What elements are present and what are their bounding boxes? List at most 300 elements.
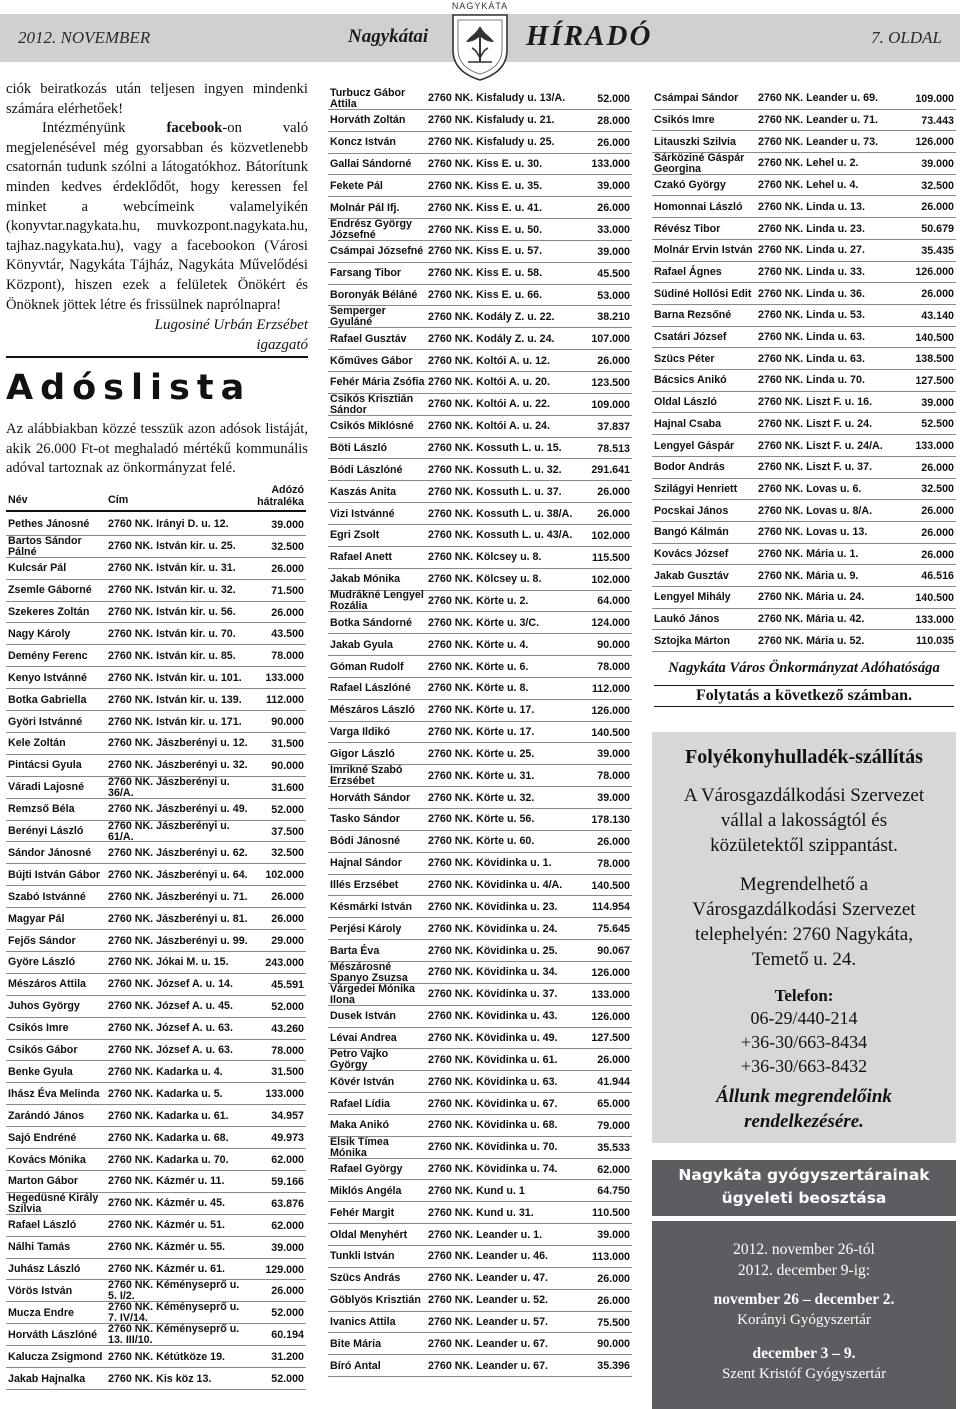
debtor-address: 2760 NK. Kéményseprő u. 13. III/10. <box>108 1323 240 1347</box>
table-row <box>6 1238 306 1259</box>
debt-amount: 78.000 <box>271 650 304 663</box>
debt-amount: 71.500 <box>271 584 304 597</box>
signature-role: igazgató <box>256 337 308 354</box>
debt-amount: 78.000 <box>271 1044 304 1057</box>
table-row <box>328 504 632 525</box>
debt-amount: 34.957 <box>271 1110 304 1123</box>
table-row <box>328 788 632 809</box>
debtor-name: Czakó György <box>654 179 726 192</box>
debtor-name: Mészáros Attila <box>8 978 87 991</box>
table-row <box>328 329 632 350</box>
debtor-address: 2760 NK. Kossuth L. u. 15. <box>428 442 562 455</box>
debtor-name: Rafael Gusztáv <box>330 332 407 345</box>
debtor-name: Oldal László <box>654 396 717 409</box>
table-row <box>6 1260 306 1281</box>
debtor-address: 2760 NK. Linda u. 27. <box>758 244 865 257</box>
debtor-address: 2760 NK. Leander u. 46. <box>428 1250 548 1263</box>
table-row <box>6 909 306 930</box>
debtor-name: Kaszás Anita <box>330 485 397 498</box>
debtor-name: Rafael György <box>330 1163 403 1176</box>
debt-amount: 37.837 <box>597 420 630 433</box>
debt-amount: 33.000 <box>597 224 630 237</box>
debt-amount: 90.000 <box>597 639 630 652</box>
debt-amount: 115.500 <box>591 551 630 564</box>
debtor-address: 2760 NK. István kir. u. 101. <box>108 671 242 684</box>
page-header <box>0 0 960 80</box>
debt-amount: 109.000 <box>591 398 630 411</box>
debtor-address: 2760 NK. Jászberényi u. 71. <box>108 890 248 903</box>
debt-amount: 60.194 <box>271 1329 304 1342</box>
table-row <box>328 526 632 547</box>
debtor-address: 2760 NK. Kadarka u. 70. <box>108 1153 229 1166</box>
debt-amount: 90.000 <box>271 716 304 729</box>
debtor-name: Jakab Hajnalka <box>8 1372 86 1385</box>
debt-amount: 32.500 <box>271 540 304 553</box>
debt-amount: 63.876 <box>271 1197 304 1210</box>
table-row <box>328 832 632 853</box>
table-row <box>6 865 306 886</box>
debtor-name: Várgedei Mónika Ilona <box>330 982 415 1006</box>
debt-amount: 31.500 <box>271 1066 304 1079</box>
debtor-name: Csikós Krisztián Sándor <box>330 392 414 416</box>
debtor-name: Rafael László <box>8 1219 77 1232</box>
debt-amount: 26.000 <box>921 288 954 301</box>
debtor-address: 2760 NK. Jászberényi u. 99. <box>108 934 248 947</box>
debtor-address: 2760 NK. József A. u. 63. <box>108 1022 233 1035</box>
table-row <box>328 679 632 700</box>
debt-amount: 133.000 <box>915 613 954 626</box>
debtor-name: Nálhi Tamás <box>8 1241 71 1254</box>
debtor-name: Bodor András <box>654 461 725 474</box>
debtor-address: 2760 NK. Kis köz 13. <box>108 1372 212 1385</box>
table-row <box>328 1116 632 1137</box>
debtor-address: 2760 NK. István kir. u. 85. <box>108 649 236 662</box>
debtor-address: 2760 NK. Leander u. 67. <box>428 1359 548 1372</box>
table-row <box>6 1369 306 1390</box>
debtor-name: Egri Zsolt <box>330 529 380 542</box>
duty-pharmacy-2: Szent Kristóf Gyógyszertár <box>721 1366 887 1382</box>
debt-amount: 114.954 <box>591 901 630 914</box>
debtor-name: Hajnal Sándor <box>330 857 402 870</box>
debt-amount: 140.500 <box>591 879 630 892</box>
debt-amount: 45.500 <box>597 267 630 280</box>
debtor-name: Révész Tibor <box>654 222 721 235</box>
debtor-address: 2760 NK. József A. u. 14. <box>108 978 233 991</box>
debtor-address: 2760 NK. Kázmér u. 61. <box>108 1263 226 1276</box>
debt-amount: 26.000 <box>597 355 630 368</box>
duty-period-1: november 26 – december 2. <box>713 1291 895 1308</box>
ad-paragraph-1: A Városgazdálkodási Szervezet vállal a lakosságtól és közületektől szippantást. <box>683 785 925 856</box>
debt-amount: 133.000 <box>265 1088 304 1101</box>
debtor-name: Fekete Pál <box>330 179 383 192</box>
debtor-name: Váradi Lajosné <box>8 781 85 794</box>
table-row <box>652 89 956 110</box>
debt-amount: 35.435 <box>921 244 954 257</box>
page-number: 7. OLDAL <box>871 28 942 47</box>
pharmacy-dates-2: 2012. december 9-ig: <box>737 1262 871 1279</box>
debt-amount: 39.000 <box>271 1241 304 1254</box>
debt-amount: 113.000 <box>591 1250 630 1263</box>
debt-amount: 35.533 <box>597 1141 630 1154</box>
debtor-address: 2760 NK. Kövidinka u. 63. <box>428 1075 558 1088</box>
debt-amount: 133.000 <box>591 988 630 1001</box>
debt-amount: 32.500 <box>921 483 954 496</box>
table-row <box>328 373 632 394</box>
table-row <box>6 690 306 711</box>
table-row <box>6 1084 306 1105</box>
debt-amount: 78.513 <box>597 442 630 455</box>
debtor-name: Oldal Menyhért <box>330 1228 408 1241</box>
debtor-address: 2760 NK. Kövidinka u. 70. <box>428 1141 558 1154</box>
debtor-address: 2760 NK. Kiss E. u. 35. <box>428 179 543 192</box>
debt-amount: 39.000 <box>597 748 630 761</box>
debtor-name: Barta Éva <box>330 944 380 957</box>
table-row <box>6 534 306 558</box>
table-row <box>6 1191 306 1215</box>
table-row <box>6 1347 306 1368</box>
debtor-name: Magyar Pál <box>8 912 65 925</box>
debtor-address: 2760 NK. Kiss E. u. 30. <box>428 157 543 170</box>
debt-amount: 140.500 <box>915 331 954 344</box>
table-row <box>6 800 306 821</box>
debtor-address: 2760 NK. Mária u. 9. <box>758 569 859 582</box>
table-row <box>328 1247 632 1268</box>
table-row <box>328 220 632 241</box>
debt-amount: 178.130 <box>591 813 630 826</box>
table-row <box>652 393 956 414</box>
debtor-address: 2760 NK. István kir. u. 139. <box>108 693 242 706</box>
debt-amount: 26.000 <box>597 1054 630 1067</box>
debt-amount: 64.000 <box>597 595 630 608</box>
debtor-address: 2760 NK. Jászberényi u. 81. <box>108 912 248 925</box>
debtor-name: Csikós Gábor <box>8 1044 78 1057</box>
debtor-address: 2760 NK. Körte u. 3/C. <box>428 616 540 629</box>
table-row <box>6 734 306 755</box>
debt-amount: 26.000 <box>271 562 304 575</box>
debtor-name: Rafael Lászlóné <box>330 682 411 695</box>
debt-amount: 291.641 <box>591 464 630 477</box>
debtor-name: Bite Mária <box>330 1337 382 1350</box>
debtor-name: Botka Sándorné <box>330 616 412 629</box>
debt-amount: 126.000 <box>591 966 630 979</box>
debtor-address: 2760 NK. Kiss E. u. 41. <box>428 201 543 214</box>
masthead-right: HÍRADÓ <box>526 20 653 52</box>
debtor-address: 2760 NK. Kéményseprő u. 5. I/2. <box>108 1279 240 1303</box>
debt-amount: 26.000 <box>921 548 954 561</box>
debtor-address: 2760 NK. Leander u. 47. <box>428 1272 548 1285</box>
table-row <box>328 155 632 176</box>
crest-shield-icon <box>450 12 510 82</box>
debtor-name: Endrész György Józsefné <box>330 218 412 242</box>
debt-amount: 126.000 <box>591 1010 630 1023</box>
debt-amount: 59.166 <box>271 1175 304 1188</box>
debtor-name: Maka Anikó <box>330 1119 389 1132</box>
debtor-name: Remzső Béla <box>8 803 75 816</box>
debtor-address: 2760 NK. Lehel u. 4. <box>758 179 859 192</box>
debt-amount: 52.000 <box>597 92 630 105</box>
debtor-address: 2760 NK. Linda u. 33. <box>758 265 865 278</box>
debtor-address: 2760 NK. Kázmér u. 11. <box>108 1175 225 1188</box>
debtor-address: 2760 NK. Koltói A. u. 20. <box>428 376 550 389</box>
table-row <box>6 931 306 952</box>
table-row <box>328 1313 632 1334</box>
ad-paragraph-2: Megrendelhető a Városgazdálkodási Szervezet telephelyén: 2760 Nagykáta, Temető u. 24. <box>692 874 916 970</box>
debtor-address: 2760 NK. Kisfaludy u. 25. <box>428 136 555 149</box>
table-row <box>6 1128 306 1149</box>
table-row <box>6 559 306 580</box>
continuation-notice <box>652 660 956 707</box>
debtor-name: Kovács József <box>654 548 729 561</box>
debtor-name: Lévai Andrea <box>330 1031 397 1044</box>
table-row <box>652 545 956 566</box>
debt-amount: 31.600 <box>271 781 304 794</box>
debt-amount: 43.140 <box>921 309 954 322</box>
debtor-address: 2760 NK. Kiss E. u. 58. <box>428 267 543 280</box>
continued-note: Folytatás a következő számban. <box>654 685 954 707</box>
debtor-name: Mucza Endre <box>8 1306 74 1319</box>
pharmacy-duty-box <box>652 1160 956 1409</box>
debt-amount: 133.000 <box>265 672 304 685</box>
debtor-address: 2760 NK. József A. u. 63. <box>108 1044 233 1057</box>
debtor-name: Molnár Pál Ifj. <box>330 201 400 214</box>
debtor-name: Zsemle Gáborné <box>8 584 92 597</box>
debtor-address: 2760 NK. Jókai M. u. 15. <box>108 956 229 969</box>
debtor-name: Pocskai János <box>654 504 729 517</box>
table-row <box>6 819 306 843</box>
table-row <box>328 133 632 154</box>
debtor-name: Bácsics Anikó <box>654 374 727 387</box>
debtor-address: 2760 NK. Kossuth L. u. 37. <box>428 485 562 498</box>
debt-amount: 26.000 <box>921 526 954 539</box>
debtor-address: 2760 NK. Linda u. 53. <box>758 309 865 322</box>
debtor-name: Fehér Mária Zsófia <box>330 376 425 389</box>
table-row <box>6 646 306 667</box>
table-row <box>328 919 632 940</box>
debtor-name: Csatári József <box>654 331 727 344</box>
debtor-address: 2760 NK. Jászberényi u. 49. <box>108 803 248 816</box>
table-row <box>652 588 956 609</box>
tax-authority: Nagykáta Város Önkormányzat Adóhatósága <box>668 660 940 676</box>
debtor-address: 2760 NK. Kadarka u. 5. <box>108 1087 223 1100</box>
table-row <box>6 515 306 536</box>
debtor-name: Jakab Mónika <box>330 573 401 586</box>
debtor-name: Rafael Lídia <box>330 1097 390 1110</box>
debtor-address: 2760 NK. Kölcsey u. 8. <box>428 551 542 564</box>
table-row <box>652 436 956 457</box>
pharmacy-divider <box>652 1216 956 1221</box>
debt-amount: 78.000 <box>597 661 630 674</box>
debt-amount: 107.000 <box>591 333 630 346</box>
debtor-address: 2760 NK. Jászberényi u. 62. <box>108 846 248 859</box>
debtor-address: 2760 NK. Leander u. 73. <box>758 135 878 148</box>
table-row <box>328 810 632 831</box>
debt-amount: 79.000 <box>597 1119 630 1132</box>
intro-article <box>6 80 308 355</box>
debtor-name: Benke Gyula <box>8 1065 73 1078</box>
debt-amount: 62.000 <box>597 1163 630 1176</box>
debt-amount: 26.000 <box>597 1294 630 1307</box>
debt-amount: 46.516 <box>921 570 954 583</box>
debtor-address: 2760 NK. Leander u. 57. <box>428 1316 548 1329</box>
debtor-name: Nagy Károly <box>8 627 71 640</box>
debt-amount: 39.000 <box>597 180 630 193</box>
table-row <box>6 625 306 646</box>
table-row <box>328 176 632 197</box>
debtor-address: 2760 NK. Kövidinka u. 25. <box>428 944 558 957</box>
debt-amount: 39.000 <box>921 396 954 409</box>
debtor-address: 2760 NK. Kisfaludy u. 21. <box>428 114 555 127</box>
debtor-address: 2760 NK. Kiss E. u. 66. <box>428 289 543 302</box>
table-row <box>328 960 632 984</box>
table-row <box>328 657 632 678</box>
table-row <box>652 151 956 175</box>
debt-amount: 112.000 <box>591 682 630 695</box>
table-row <box>6 844 306 865</box>
debt-amount: 78.000 <box>597 770 630 783</box>
debtor-address: 2760 NK. Kodály Z. u. 22. <box>428 310 555 323</box>
intro-paragraph-1: ciók beiratkozás után teljesen ingyen mindenki számára elérhetőek! <box>6 81 308 117</box>
debtor-name: Molnár Ervin István <box>654 244 753 257</box>
debtor-address: 2760 NK. Lovas u. 6. <box>758 482 862 495</box>
debtor-name: Rafael Ágnes <box>654 265 722 278</box>
debtor-address: 2760 NK. Mária u. 42. <box>758 613 865 626</box>
debtor-name: Varga Ildikó <box>330 726 390 739</box>
table-row <box>328 723 632 744</box>
table-row <box>652 480 956 501</box>
debtor-address: 2760 NK. István kir. u. 31. <box>108 562 236 575</box>
issue-date: 2012. NOVEMBER <box>18 28 151 47</box>
debtor-address: 2760 NK. Kázmér u. 45. <box>108 1197 226 1210</box>
debt-amount: 90.000 <box>597 1338 630 1351</box>
debtor-name: Csámpai Sándor <box>654 92 739 105</box>
debtor-name: Csámpai Józsefné <box>330 245 424 258</box>
debtor-name: Lengyel Mihály <box>654 591 731 604</box>
debtor-address: 2760 NK. Kund u. 31. <box>428 1206 534 1219</box>
table-row <box>652 176 956 197</box>
debt-amount: 110.500 <box>591 1207 630 1220</box>
table-row <box>328 1007 632 1028</box>
debt-amount: 49.973 <box>271 1132 304 1145</box>
table-row <box>328 635 632 656</box>
debt-amount: 110.035 <box>915 635 954 648</box>
debt-amount: 39.000 <box>597 792 630 805</box>
table-row <box>6 1303 306 1324</box>
debtor-name: Bangó Kálmán <box>654 526 729 539</box>
table-row <box>328 982 632 1006</box>
debtor-address: 2760 NK. Kövidinka u. 67. <box>428 1097 558 1110</box>
debtor-name: Mudrákné Lengyel Rozália <box>330 589 424 613</box>
masthead-left: Nagykátai <box>348 26 429 47</box>
debtor-address: 2760 NK. Kadarka u. 4. <box>108 1065 223 1078</box>
debt-amount: 102.000 <box>591 573 630 586</box>
pharmacy-title-2: ügyeleti beosztása <box>721 1189 887 1207</box>
debt-amount: 43.500 <box>271 628 304 641</box>
debt-amount: 127.500 <box>915 374 954 387</box>
debtor-address: 2760 NK. Leander u. 69. <box>758 92 878 105</box>
debtor-address: 2760 NK. Kövidinka u. 68. <box>428 1119 558 1132</box>
debt-amount: 26.000 <box>597 486 630 499</box>
debt-amount: 26.000 <box>271 913 304 926</box>
debt-amount: 52.000 <box>271 1373 304 1386</box>
col-debt-header: Adózó hátraléka <box>257 484 304 508</box>
table-row <box>6 1063 306 1084</box>
debt-amount: 102.000 <box>591 529 630 542</box>
debtor-name: Rafael Anett <box>330 551 392 564</box>
town-crest <box>437 0 523 84</box>
debtor-address: 2760 NK. Mária u. 52. <box>758 634 865 647</box>
debtor-name: Jakab Gyula <box>330 638 393 651</box>
debtor-address: 2760 NK. Lehel u. 2. <box>758 157 859 170</box>
table-row <box>328 1269 632 1290</box>
debtor-name: Csikós Miklósné <box>330 420 414 433</box>
table-row <box>328 548 632 569</box>
debtor-address: 2760 NK. István kir. u. 25. <box>108 540 236 553</box>
debtor-address: 2760 NK. Leander u. 52. <box>428 1294 548 1307</box>
debtor-name: Böti László <box>330 442 388 455</box>
debtor-address: 2760 NK. Liszt F. u. 16. <box>758 396 873 409</box>
table-row <box>328 1356 632 1377</box>
section-divider <box>6 356 308 358</box>
debtor-name: Kulcsár Pál <box>8 562 67 575</box>
debtor-address: 2760 NK. Körte u. 56. <box>428 813 535 826</box>
debt-amount: 50.679 <box>921 223 954 236</box>
table-row <box>652 610 956 631</box>
debtor-name: Hegedüsné Király Szilvia <box>8 1191 99 1215</box>
debtor-address: 2760 NK. Mária u. 1. <box>758 548 859 561</box>
debtor-address: 2760 NK. Jászberényi u. 61/A. <box>108 819 230 843</box>
ad-closing: Állunk megrendelőink rendelkezésére. <box>716 1086 892 1132</box>
debtor-name: Miklós Angéla <box>330 1184 402 1197</box>
debt-amount: 126.000 <box>591 704 630 717</box>
debt-amount: 124.000 <box>591 617 630 630</box>
debtor-address: 2760 NK. Kövidinka u. 4/A. <box>428 879 563 892</box>
table-row <box>328 86 632 110</box>
table-row <box>328 351 632 372</box>
debtor-name: Pethes Jánosné <box>8 518 90 531</box>
table-row <box>652 263 956 284</box>
table-row <box>652 501 956 522</box>
debtor-address: 2760 NK. Kölcsey u. 8. <box>428 573 542 586</box>
debtor-address: 2760 NK. Kövidinka u. 37. <box>428 988 558 1001</box>
debtor-address: 2760 NK. Kund u. 1 <box>428 1184 525 1197</box>
debtor-name: Bújti István Gábor <box>8 868 101 881</box>
debtor-name: Sajó Endréné <box>8 1131 77 1144</box>
debtor-name: Sándor Jánosné <box>8 846 92 859</box>
table-row <box>6 1216 306 1237</box>
adoslista-title: Adóslista <box>6 368 252 408</box>
table-row <box>6 1019 306 1040</box>
debtor-name: Horváth Sándor <box>330 791 411 804</box>
debtor-name: Kalucza Zsigmond <box>8 1350 103 1363</box>
table-row <box>652 415 956 436</box>
debtor-name: Fehér Margit <box>330 1206 395 1219</box>
table-row <box>328 570 632 591</box>
debtor-name: Laukó János <box>654 613 720 626</box>
table-row <box>652 371 956 392</box>
debtor-name: Mészárosné Spanyo Zsuzsa <box>330 960 408 984</box>
debt-amount: 129.000 <box>265 1263 304 1276</box>
table-row <box>328 392 632 416</box>
debtor-name: Góman Rudolf <box>330 660 404 673</box>
debt-amount: 26.000 <box>271 606 304 619</box>
table-row <box>6 887 306 908</box>
debtor-name: Elsik Tímea Mónika <box>330 1135 389 1159</box>
debt-amount: 64.750 <box>597 1185 630 1198</box>
debt-amount: 45.591 <box>271 978 304 991</box>
debtor-name: Györe László <box>8 956 76 969</box>
crest-label: NAGYKÁTA <box>451 1 509 11</box>
facebook-word: facebook <box>166 120 223 137</box>
